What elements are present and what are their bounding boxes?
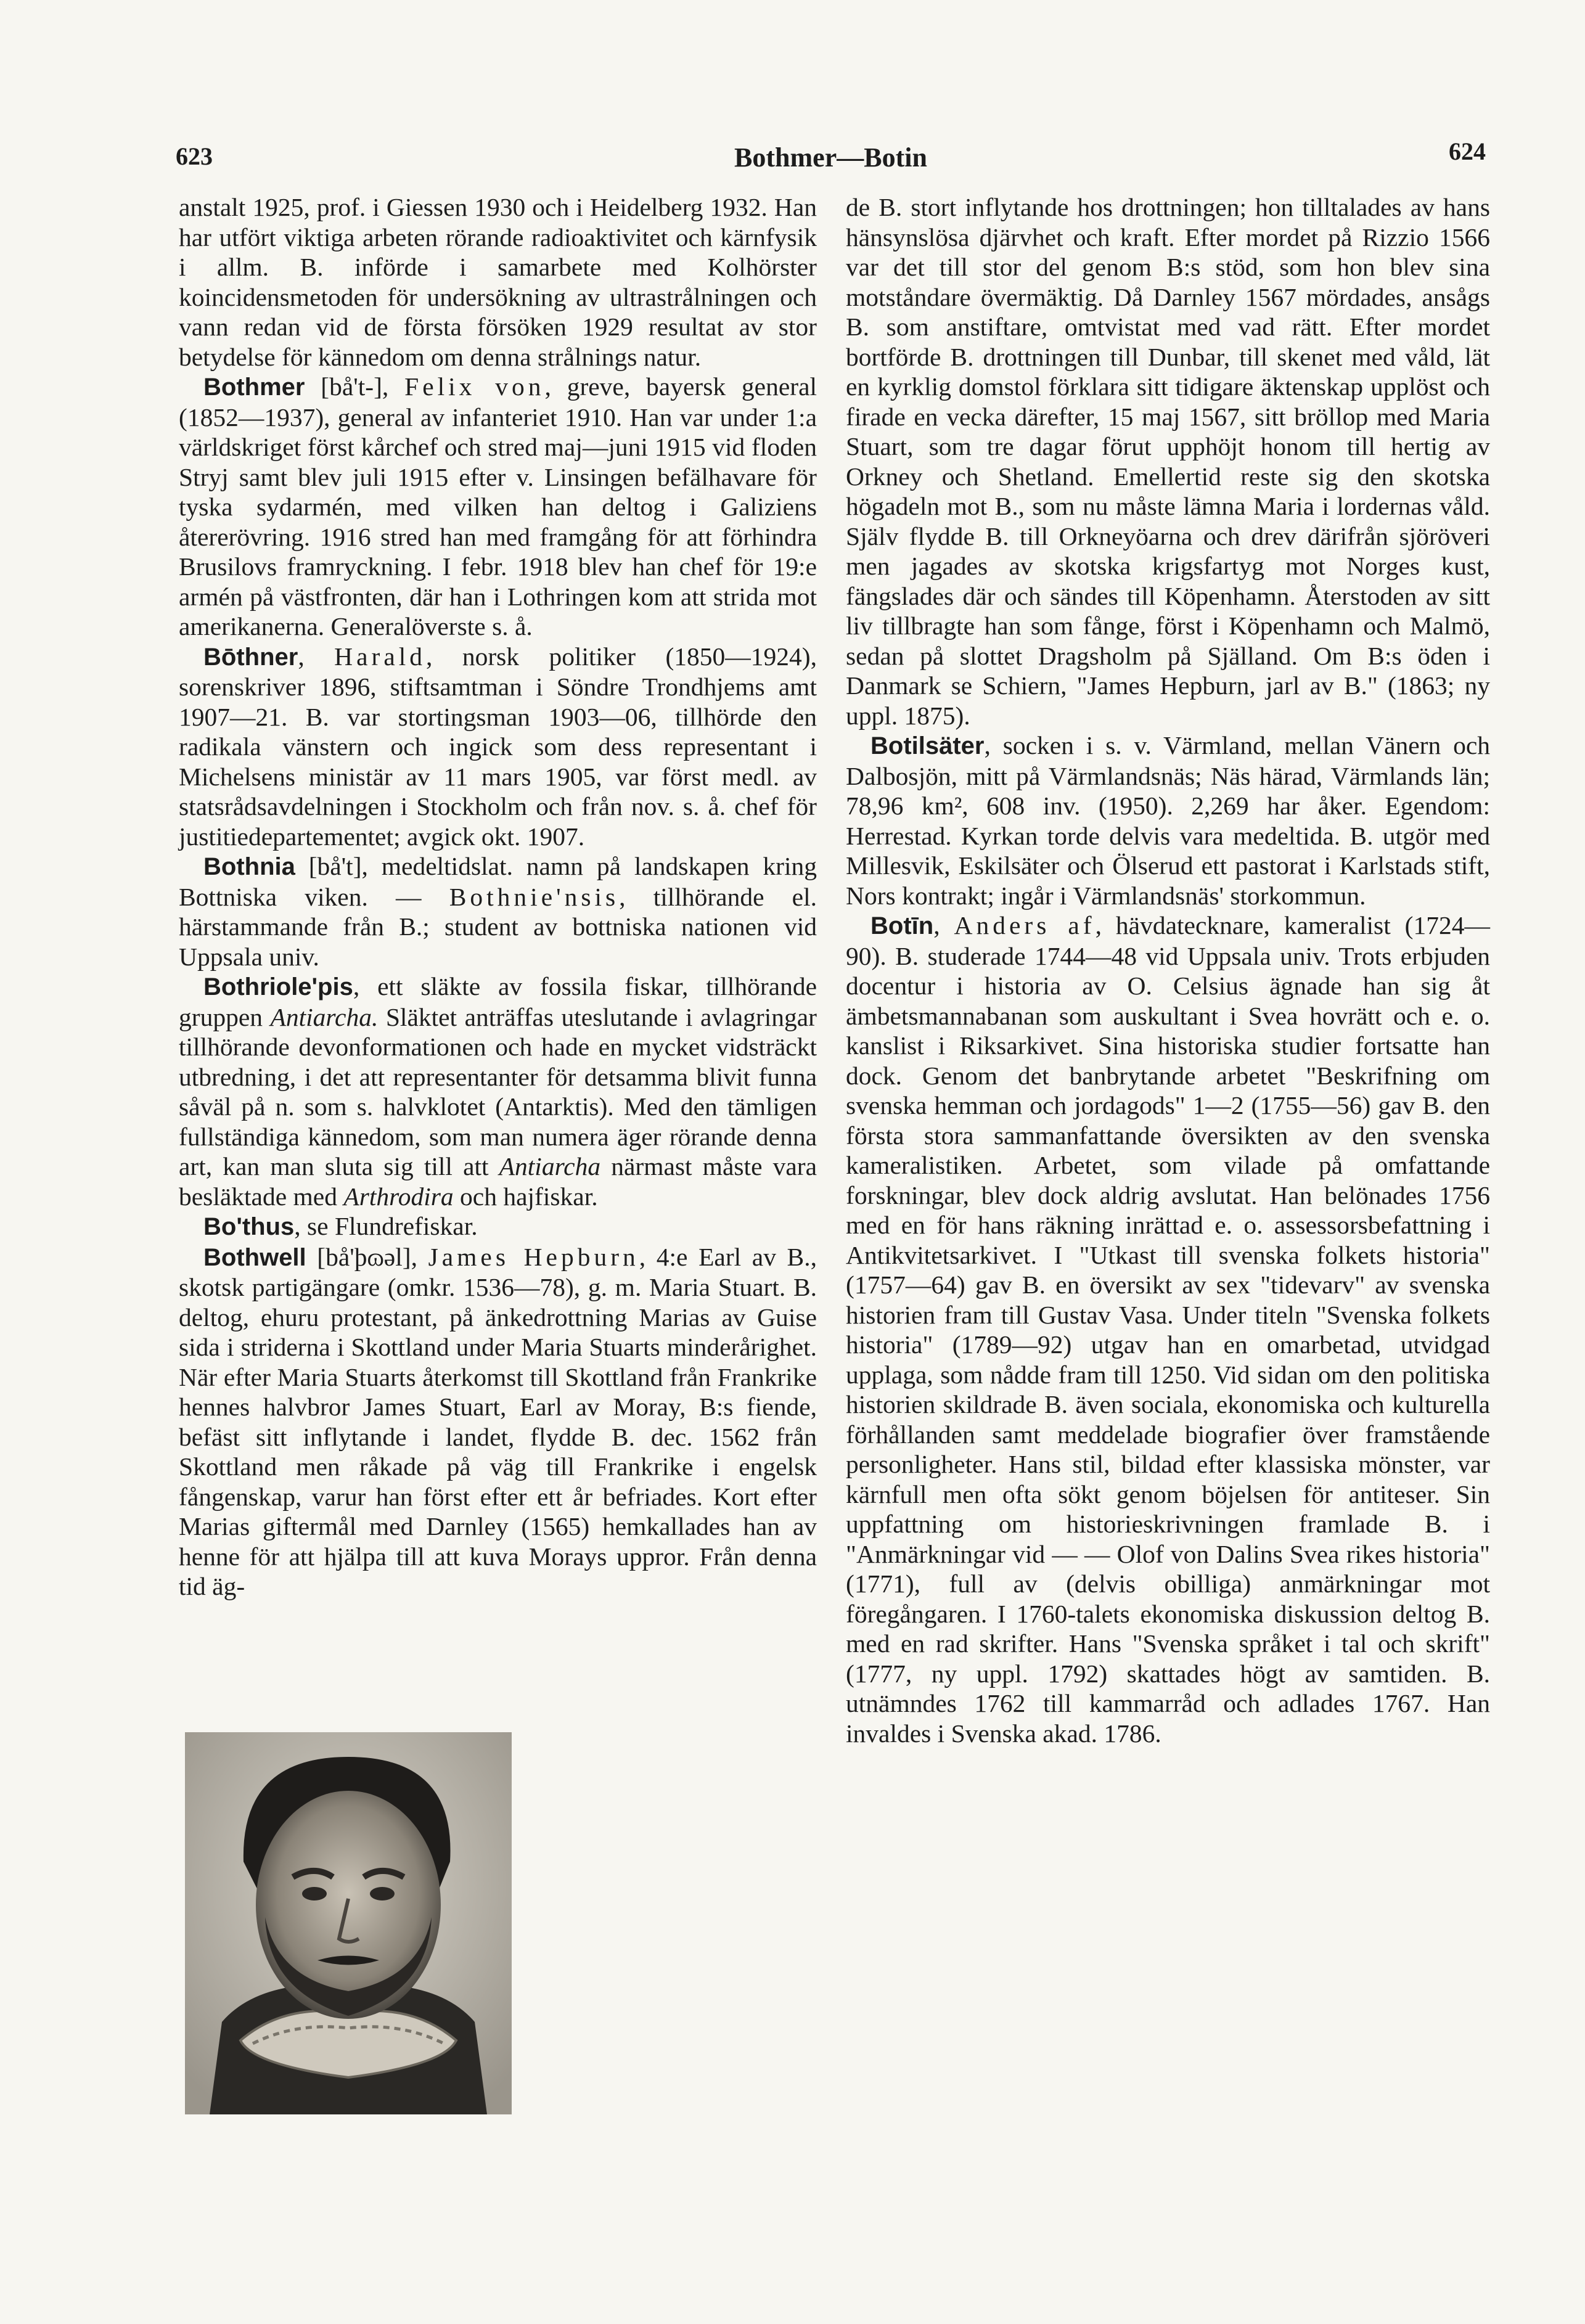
entry-text: och hajfiskar. [453,1182,598,1211]
entry-continuation: anstalt 1925, prof. i Giessen 1930 och i Heidelberg 1932. Han har utfört viktiga arbeten rörande radioaktivitet och kärnfysik i allm. B. införde i samarbete med Kolhörster koincidensmetoden för undersökning av ultrastrålningen och vann redan vid de första försöken 1929 resultat av stor betydelse för kännedom om denna strålnings natur. [179,193,817,371]
page-number-right: 624 [1449,137,1486,165]
entry-bothwell [179,1242,817,1602]
entry-continuation: de B. stort inflytande hos drottningen; hon tilltalades av hans hänsynslösa djärvhet och kraft. Efter mordet på Rizzio 1566 var det till stor del genom B:s stöd, som hon blev sina motståndare övermäktig. Då Darnley 1567 mördades, ansågs B. som anstiftare, omtvistat med vad rätt. Efter mordet bortförde B. drottningen till Dunbar, till skenet med våld, lät en kyrklig domstol förklara sitt tidigare äktenskap upplöst och firade en vecka därefter, 15 maj 1567, sitt bröllop med Maria Stuart, som tre dagar förut upphöjt honom till hertig av Orkney och Shetland. Emellertid reste sig den skotska högadeln mot B., som nu måste lämna Maria i lordernas våld. Själv flydde B. till Orkneyöarna och drev därifrån sjöröveri men jagades av skotska krigsfartyg mot Norges kust, fängslades där och sändes till Köpenhamn. Återstoden av sitt liv tillbragte han som fånge, först i Köpenhamn och Malmö, sedan på slottet Dragsholm på Själland. Om B:s öden i Danmark se Schiern, "James Hepburn, jarl av B." (1863; ny uppl. 1875). [846,193,1490,730]
entry-text: , ett släkte av fossila fiskar, tillhörande gruppen [179,972,817,1031]
entry-botin [846,910,1490,1748]
headword: Bo'thus [203,1213,295,1240]
entry-text: [bå't], medeltidslat. namn på landskapen kring Bottniska viken. — [179,852,817,911]
headword: Botīn [870,912,934,939]
headword: Bothnia [203,853,295,880]
entry-bothus [179,1211,817,1242]
portrait-bothwell [185,1732,512,2117]
page-header [176,136,1486,179]
entry-text: , tillhörande el. härstammande från B.; student av bottniska nationen vid Uppsala univ. [179,882,817,971]
person-name: Harald [334,642,427,671]
page-number-left: 623 [176,142,213,170]
entry-text: , norsk politiker (1850—1924), sorenskriver 1896, stiftsamtman i Söndre Trondhjems amt 1907—21. B. var stortingsman 1903—06, tillhörde den radikala vänstern och ingick som dess representant i Michelsens ministär av 11 mars 1905, var först medl. av statsrådsavdelningen i Stockholm och från nov. s. å. chef för justitiedepartementet; avgick okt. 1907. [179,642,817,851]
entry-text: , hävdatecknare, kameralist (1724—90). B. studerade 1744—48 vid Uppsala univ. Trots erbjuden docentur i historia av O. Celsius ägnade han sig åt ämbetsmannabanan som auskultant i Svea hovrätt och e. o. kanslist i Riksarkivet. Sina historiska studier fortsatte han dock. Genom det banbrytande arbetet "Beskrifning om svenska hemman och jordagods" 1—2 (1755—56) gav B. den första stora sammanfattande översikten av den svenska kameralistiken. Arbetet, som vilade på omfattande forskningar, blev dock aldrig avslutat. Han belönades 1756 med en för hans räkning inrättad e. o. assessorsbefattning i Antikvitetsarkivet. I "Utkast till svenska folkets historia" (1757—64) gav B. en översikt av sex "tidevarv" av svenska historien fram till Gustav Vasa. Under titeln "Svenska folkets historia" (1789—92) utgav han en omarbetad, utvidgad upplaga, som nådde fram till 1250. Vid sidan om den politiska historien skildrade B. även sociala, ekonomiska och kulturella förhållanden samt meddelade biografier över framstående personligheter. Hans stil, bildad efter klassiska mönster, var kärnfull men ofta sökt genom böjelsen för antiteser. Sin uppfattning om historieskrivningen framlade B. i "Anmärkningar vid — — Olof von Dalins Svea rikes historia" (1771), full av (delvis obilliga) anmärkningar mot föregångaren. I 1760-talets ekonomiska diskussion deltog B. med en rad skrifter. Hans "Svenska språket i tal och skrift" (1777, ny uppl. 1792) skattades högt av samtiden. B. utnämndes 1762 till kammarråd och adlades 1767. Han invaldes i Svenska akad. 1786. [846,911,1490,1748]
right-column [846,192,1490,1748]
entry-text: närmast måste vara besläktade med [179,1152,817,1211]
separator: , [298,642,335,671]
headword: Bothriole'pis [203,973,353,1000]
pronunciation: [bå't-], [305,372,405,401]
taxon-name: Antiarcha. [270,1002,379,1031]
entry-botilsater [846,730,1490,910]
taxon-name: Antiarcha [499,1152,601,1180]
taxon-name: Arthrodira [343,1182,454,1211]
entry-bothnia [179,851,817,972]
separator: , [933,911,954,939]
entry-bothriolepis [179,972,817,1211]
person-name: Felix von [404,372,545,401]
entry-text: , se Flundrefiskar. [294,1212,478,1240]
entry-bothner [179,642,817,852]
entry-text-start: , 4:e Earl av B., skotsk partigängare (omkr. 1536—78), g. m. Maria Stuart. B. deltog, ehuru protestant, på änkedrottning Marias av Guise sida i striderna i Skottland under Maria Stuarts minderårighet. När efter Maria Stuarts återkomst till Skottland från Frankrike hennes halvbror James Stuart, Earl av Moray, B:s fiende, befäst sitt inflytande i landet, flydde B. dec. 1562 från Skottland men råkade på väg till Frankrike i engelsk fångenskap, varur han först efter ett år befriades. Kort efter Marias giftermål med Darnley (1565) hemkallades han av henne för att hjälpa till att kuva Morays uppror. Från denna tid äg- [179,1242,817,1600]
pronunciation: [bå'þɷəl], [306,1242,428,1271]
person-name: James Hepburn [428,1242,639,1271]
entry-bothmer [179,372,817,642]
portrait-image [185,1732,512,2114]
entry-text: , greve, bayersk general (1852—1937), general av infanteriet 1910. Han var under 1:a världskriget först kårchef och stred maj—juni 1915 vid floden Stryj samt blev juli 1915 efter v. Linsingen befälhavare för tyska sydarmén, med vilken han deltog i Galiziens återerövring. 1916 stred han med framgång för att förhindra Brusilovs framryckning. I febr. 1918 blev han chef för 19:e armén på västfronten, där han i Lothringen kom att strida mot amerikanerna. Generalöverste s. å. [179,372,817,640]
derived-term: Bothnie'nsis [449,882,620,911]
headword: Bōthner [203,643,298,671]
person-name: Anders af [954,911,1096,939]
entry-text: Släktet anträffas uteslutande i avlagringar tillhörande devonformationen och hade en mycket vidsträckt utbredning, i det att representanter för detsamma blivit funna såväl på n. som s. halvklotet (Antarktis). Med den tämligen fullständiga kännedom, som man numera äger rörande denna art, kan man sluta sig till att [179,1002,817,1180]
headword: Botilsäter [870,732,985,759]
headword: Bothwell [203,1243,306,1271]
headword: Bothmer [203,374,305,401]
running-title: Bothmer—Botin [734,142,927,173]
entry-text: , socken i s. v. Värmland, mellan Vänern och Dalbosjön, mitt på Värmlandsnäs; Näs härad, Värmlands län; 78,96 km², 608 inv. (1950). 2,269 har åker. Egendom: Herrestad. Kyrkan torde delvis vara medeltida. B. utgör med Millesvik, Eskilsäter och Ölserud ett pastorat i Karlstads stift, Nors kontrakt; ingår i Värmlandsnäs' storkommun. [846,731,1490,910]
